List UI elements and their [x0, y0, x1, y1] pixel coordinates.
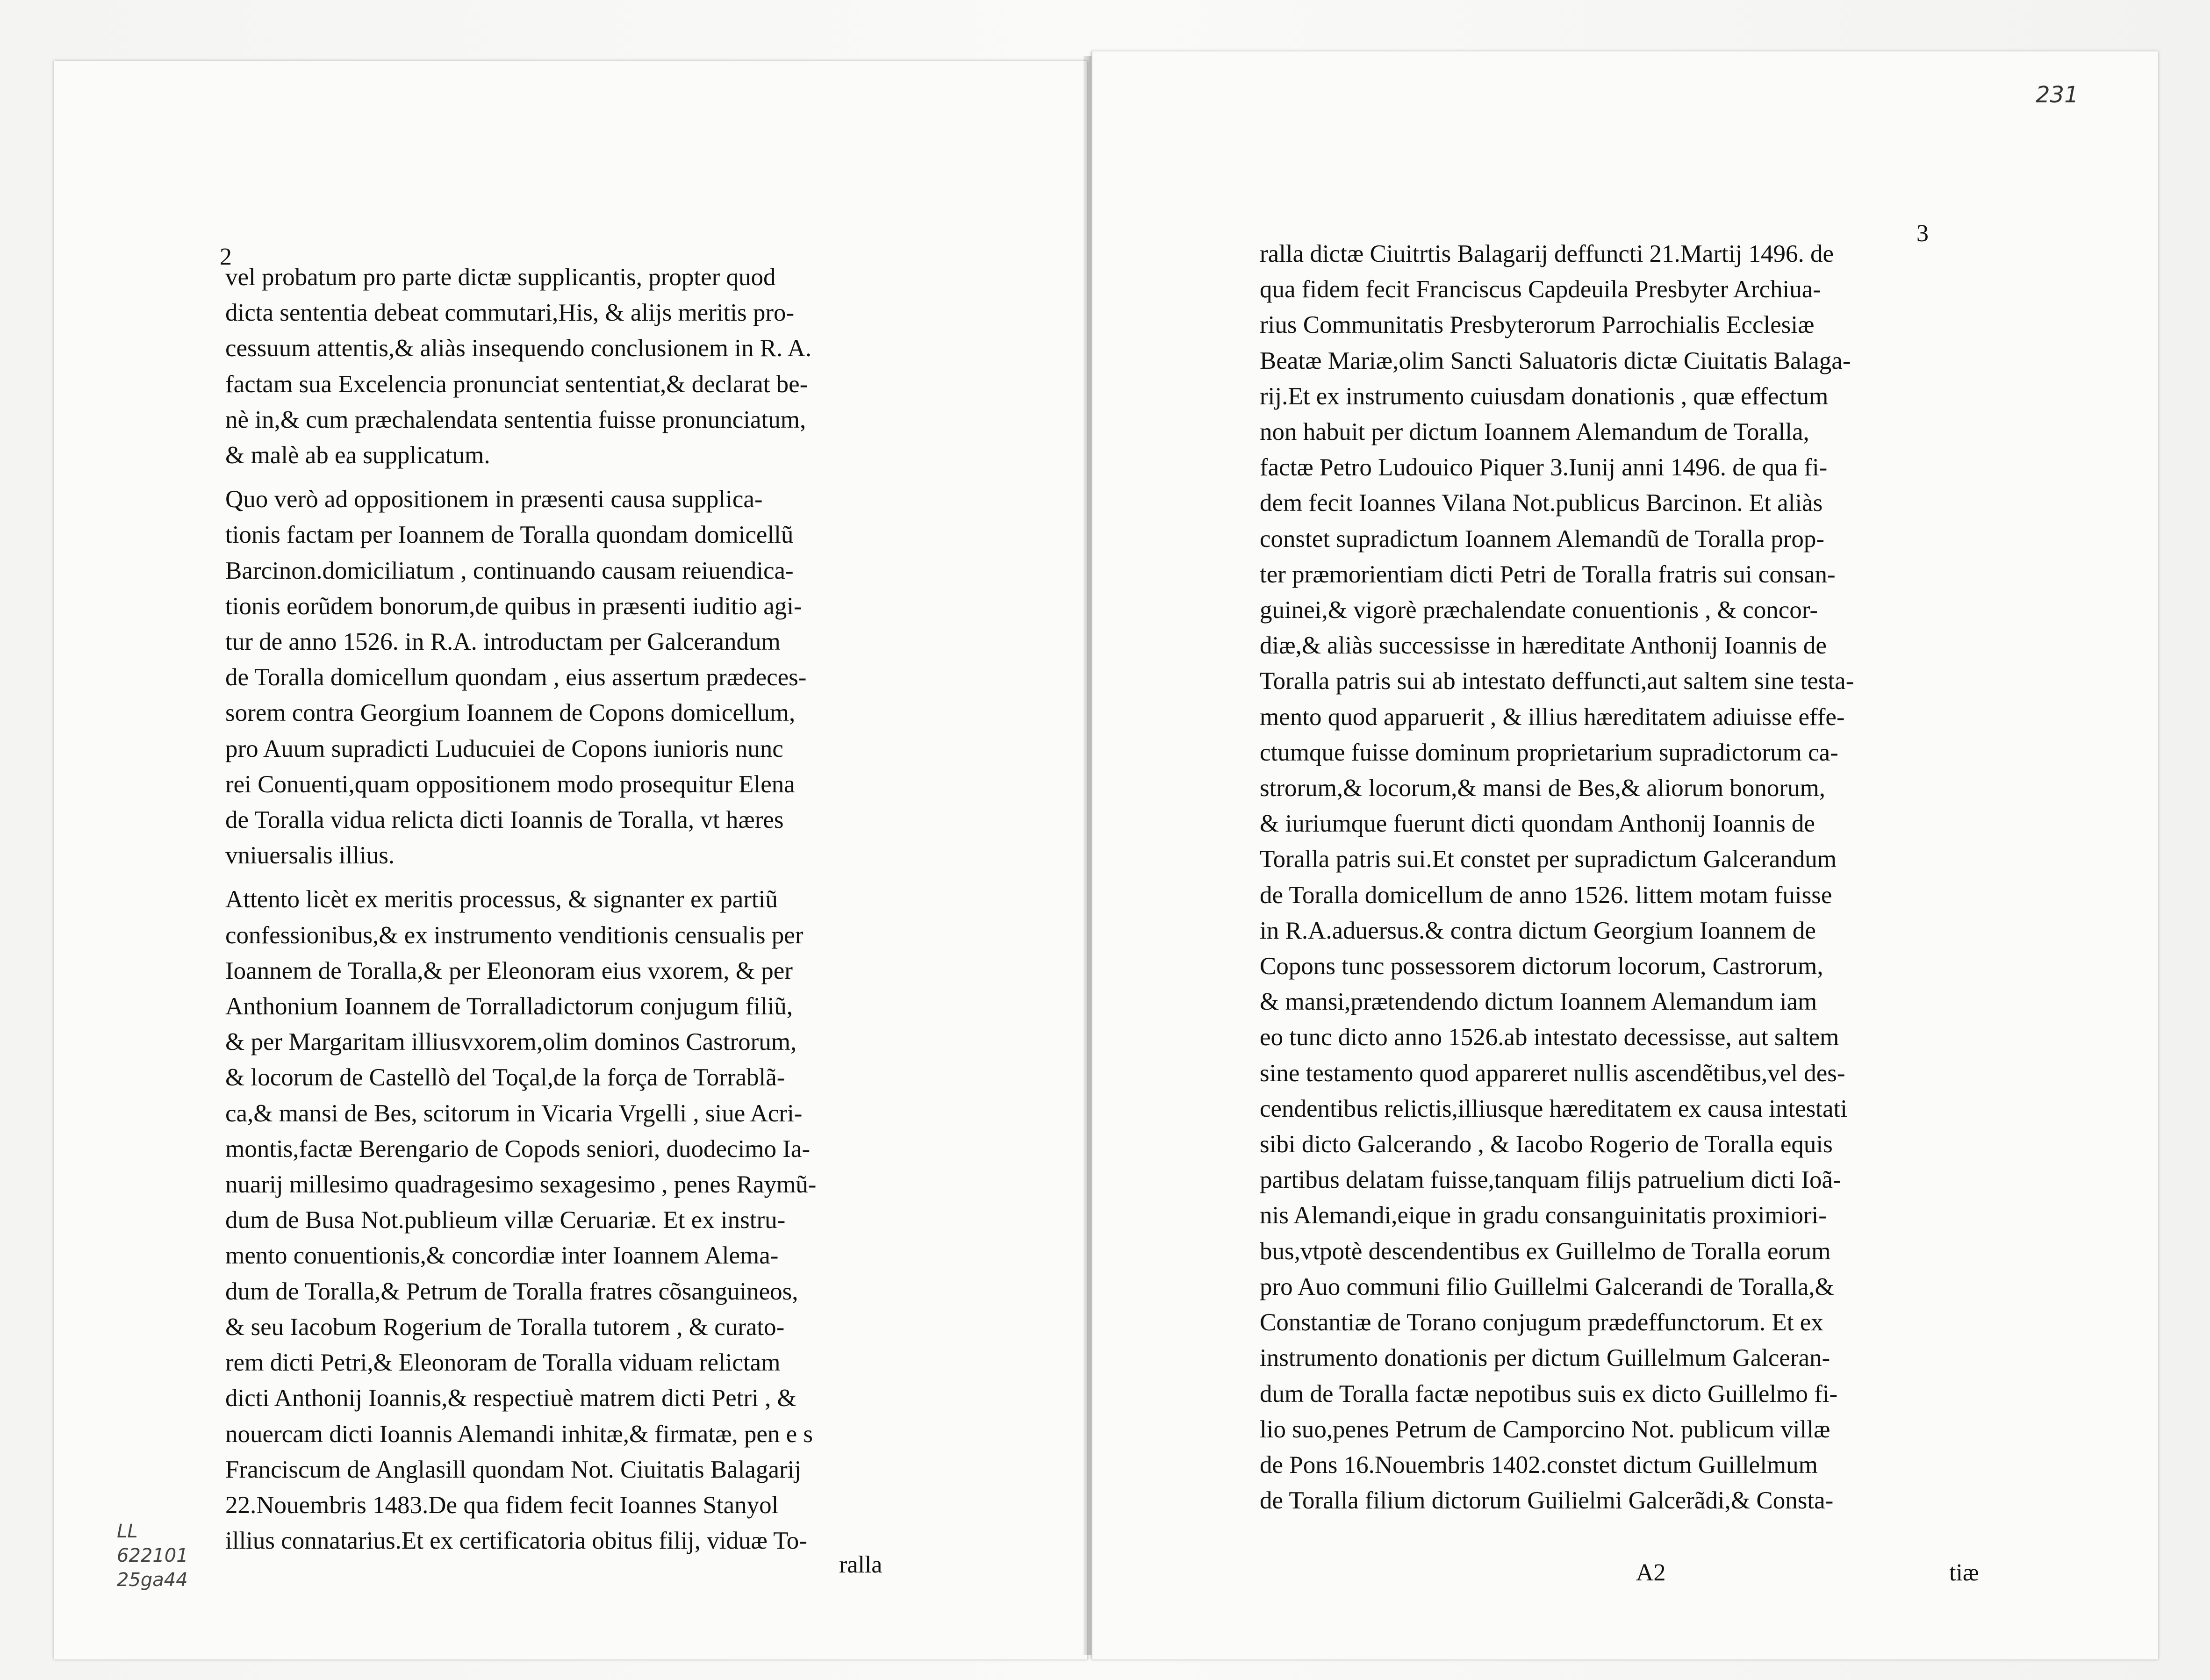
- archive-marginalia: [117, 1519, 188, 1592]
- text-line: tionis factam per Ioannem de Toralla quondam domicellũ: [225, 521, 794, 549]
- text-line: cessuum attentis,& aliàs insequendo conclusionem in R. A.: [225, 335, 812, 362]
- text-line: de Toralla domicellum de anno 1526. littem motam fuisse: [1260, 881, 1832, 909]
- text-line: qua fidem fecit Franciscus Capdeuila Presbyter Archiua-: [1260, 276, 1821, 303]
- text-line: eo tunc dicto anno 1526.ab intestato decessisse, aut saltem: [1260, 1024, 1839, 1051]
- text-line: lio suo,penes Petrum de Camporcino Not. publicum villæ: [1260, 1415, 1830, 1443]
- text-line: dum de Busa Not.publieum villæ Ceruariæ. Et ex instru-: [225, 1206, 786, 1234]
- text-line: nè in,& cum præchalendata sententia fuisse pronunciatum,: [225, 406, 806, 433]
- text-line: & malè ab ea supplicatum.: [225, 442, 490, 469]
- text-line: rius Communitatis Presbyterorum Parrochialis Ecclesiæ: [1260, 311, 1815, 339]
- text-line: mento quod apparuerit , & illius hæreditatem adiuisse effe-: [1260, 703, 1845, 731]
- text-line: nouercam dicti Ioannis Alemandi inhitæ,& firmatæ, pen e s: [225, 1420, 813, 1448]
- text-line: nuarij millesimo quadragesimo sexagesimo , penes Raymũ-: [225, 1171, 817, 1199]
- text-line: Copons tunc possessorem dictorum locorum, Castrorum,: [1260, 953, 1823, 980]
- text-line: & seu Iacobum Rogerium de Toralla tutorem , & curato-: [225, 1313, 785, 1341]
- text-line: ter præmorientiam dicti Petri de Toralla fratris sui consan-: [1260, 560, 1836, 588]
- text-line: strorum,& locorum,& mansi de Bes,& aliorum bonorum,: [1260, 775, 1826, 802]
- text-line: sibi dicto Galcerando , & Iacobo Rogerio de Toralla equis: [1260, 1131, 1833, 1158]
- text-line: Ioannem de Toralla,& per Eleonoram eius vxorem, & per: [225, 957, 793, 984]
- text-line: rei Conuenti,quam oppositionem modo prosequitur Elena: [225, 770, 795, 798]
- text-line: Barcinon.domiciliatum , continuando causam reiuendica-: [225, 557, 794, 584]
- left-page-number: 2: [220, 244, 232, 270]
- left-page-catchword: ralla: [839, 1551, 883, 1578]
- text-line: tionis eorũdem bonorum,de quibus in præsenti iuditio agi-: [225, 592, 802, 620]
- text-line: rem dicti Petri,& Eleonoram de Toralla viduam relictam: [225, 1349, 781, 1377]
- text-line: pro Auo communi filio Guillelmi Galcerandi de Toralla,&: [1260, 1273, 1834, 1300]
- text-line: Toralla patris sui.Et constet per supradictum Galcerandum: [1260, 846, 1837, 873]
- text-line: Quo verò ad oppositionem in præsenti causa supplica-: [225, 486, 763, 513]
- text-line: & locorum de Castellò del Toçal,de la força de Torrablã-: [225, 1064, 785, 1091]
- text-line: ctumque fuisse dominum proprietarium supradictorum ca-: [1260, 739, 1838, 766]
- text-line: in R.A.aduersus.& contra dictum Georgium Ioannem de: [1260, 917, 1816, 944]
- text-line: de Pons 16.Nouembris 1402.constet dictum Guillelmum: [1260, 1451, 1818, 1479]
- text-line: dicti Anthonij Ioannis,& respectiuè matrem dicti Petri , &: [225, 1385, 796, 1412]
- text-line: sorem contra Georgium Ioannem de Copons domicellum,: [225, 699, 796, 727]
- right-page-signature-mark: A2: [1636, 1559, 1666, 1586]
- text-line: mento conuentionis,& concordiæ inter Ioannem Alema-: [225, 1242, 779, 1270]
- folio-number: 231: [2036, 82, 2079, 108]
- text-line: 22.Nouembris 1483.De qua fidem fecit Ioannes Stanyol: [225, 1491, 779, 1519]
- text-line: rij.Et ex instrumento cuiusdam donationis , quæ effectum: [1260, 382, 1829, 410]
- left-page-text: [225, 259, 919, 1558]
- text-line: & iuriumque fuerunt dicti quondam Anthonij Ioannis de: [1260, 810, 1815, 838]
- text-line: partibus delatam fuisse,tanquam filijs patruelium dicti Ioã-: [1260, 1166, 1841, 1194]
- text-line: bus,vtpotè descendentibus ex Guillelmo de Toralla eorum: [1260, 1237, 1831, 1265]
- text-line: de Toralla vidua relicta dicti Ioannis de Toralla, vt hæres: [225, 806, 784, 834]
- text-line: pro Auum supradicti Luducuiei de Copons iunioris nunc: [225, 735, 783, 762]
- text-line: sine testamento quod appareret nullis ascendẽtibus,vel des-: [1260, 1059, 1845, 1087]
- text-line: confessionibus,& ex instrumento venditionis censualis per: [225, 921, 804, 949]
- marginalia-line: 25ga44: [117, 1569, 188, 1591]
- right-page-text: [1260, 236, 1989, 1518]
- text-line: diæ,& aliàs successisse in hæreditate Anthonij Ioannis de: [1260, 632, 1827, 660]
- marginalia-line: 622101: [117, 1545, 188, 1566]
- text-line: Franciscum de Anglasill quondam Not. Ciuitatis Balagarij: [225, 1456, 802, 1483]
- marginalia-line: LL: [117, 1521, 138, 1542]
- text-line: guinei,& vigorè præchalendate conuentionis , & concor-: [1260, 596, 1818, 624]
- text-line: ca,& mansi de Bes, scitorum in Vicaria Vrgelli , siue Acri-: [225, 1099, 803, 1127]
- text-line: Anthonium Ioannem de Torralladictorum conjugum filiũ,: [225, 993, 793, 1020]
- text-line: dem fecit Ioannes Vilana Not.publicus Barcinon. Et aliàs: [1260, 489, 1823, 517]
- text-line: Attento licèt ex meritis processus, & signanter ex partiũ: [225, 886, 778, 913]
- text-line: non habuit per dictum Ioannem Alemandum de Toralla,: [1260, 418, 1809, 446]
- text-line: nis Alemandi,eique in gradu consanguinitatis proximiori-: [1260, 1202, 1827, 1229]
- text-line: vel probatum pro parte dictæ supplicantis, propter quod: [225, 264, 776, 291]
- text-line: instrumento donationis per dictum Guillelmum Galceran-: [1260, 1344, 1830, 1372]
- text-line: dum de Toralla factæ nepotibus suis ex dicto Guillelmo fi-: [1260, 1380, 1838, 1407]
- text-line: illius connatarius.Et ex certificatoria obitus filij, viduæ To-: [225, 1527, 807, 1555]
- text-line: constet supradictum Ioannem Alemandũ de Toralla prop-: [1260, 525, 1825, 553]
- right-page-number: 3: [1916, 220, 1929, 247]
- text-line: vniuersalis illius.: [225, 842, 395, 869]
- text-line: dum de Toralla,& Petrum de Toralla fratres cõsanguineos,: [225, 1278, 798, 1305]
- right-page-catchword: tiæ: [1949, 1559, 1979, 1586]
- text-line: Toralla patris sui ab intestato deffuncti,aut saltem sine testa-: [1260, 668, 1854, 695]
- text-line: montis,factæ Berengario de Copods seniori, duodecimo Ia-: [225, 1135, 811, 1163]
- text-line: Constantiæ de Torano conjugum prædeffunctorum. Et ex: [1260, 1309, 1823, 1336]
- text-line: dicta sententia debeat commutari,His, & alijs meritis pro-: [225, 299, 795, 327]
- text-line: factæ Petro Ludouico Piquer 3.Iunij anni 1496. de qua fi-: [1260, 454, 1828, 481]
- text-line: & mansi,prætendendo dictum Ioannem Alemandum iam: [1260, 988, 1817, 1016]
- text-line: Beatæ Mariæ,olim Sancti Saluatoris dictæ Ciuitatis Balaga-: [1260, 347, 1851, 374]
- text-line: de Toralla filium dictorum Guilielmi Galcerãdi,& Consta-: [1260, 1487, 1834, 1515]
- text-line: & per Margaritam illiusvxorem,olim dominos Castrorum,: [225, 1028, 797, 1056]
- text-line: ralla dictæ Ciuitrtis Balagarij deffuncti 21.Martij 1496. de: [1260, 240, 1834, 267]
- text-line: de Toralla domicellum quondam , eius assertum prædeces-: [225, 664, 807, 691]
- text-line: tur de anno 1526. in R.A. introductam per Galcerandum: [225, 628, 781, 656]
- text-line: factam sua Excelencia pronunciat sententiat,& declarat be-: [225, 370, 808, 398]
- text-line: cendentibus relictis,illiusque hæreditatem ex causa intestati: [1260, 1095, 1847, 1122]
